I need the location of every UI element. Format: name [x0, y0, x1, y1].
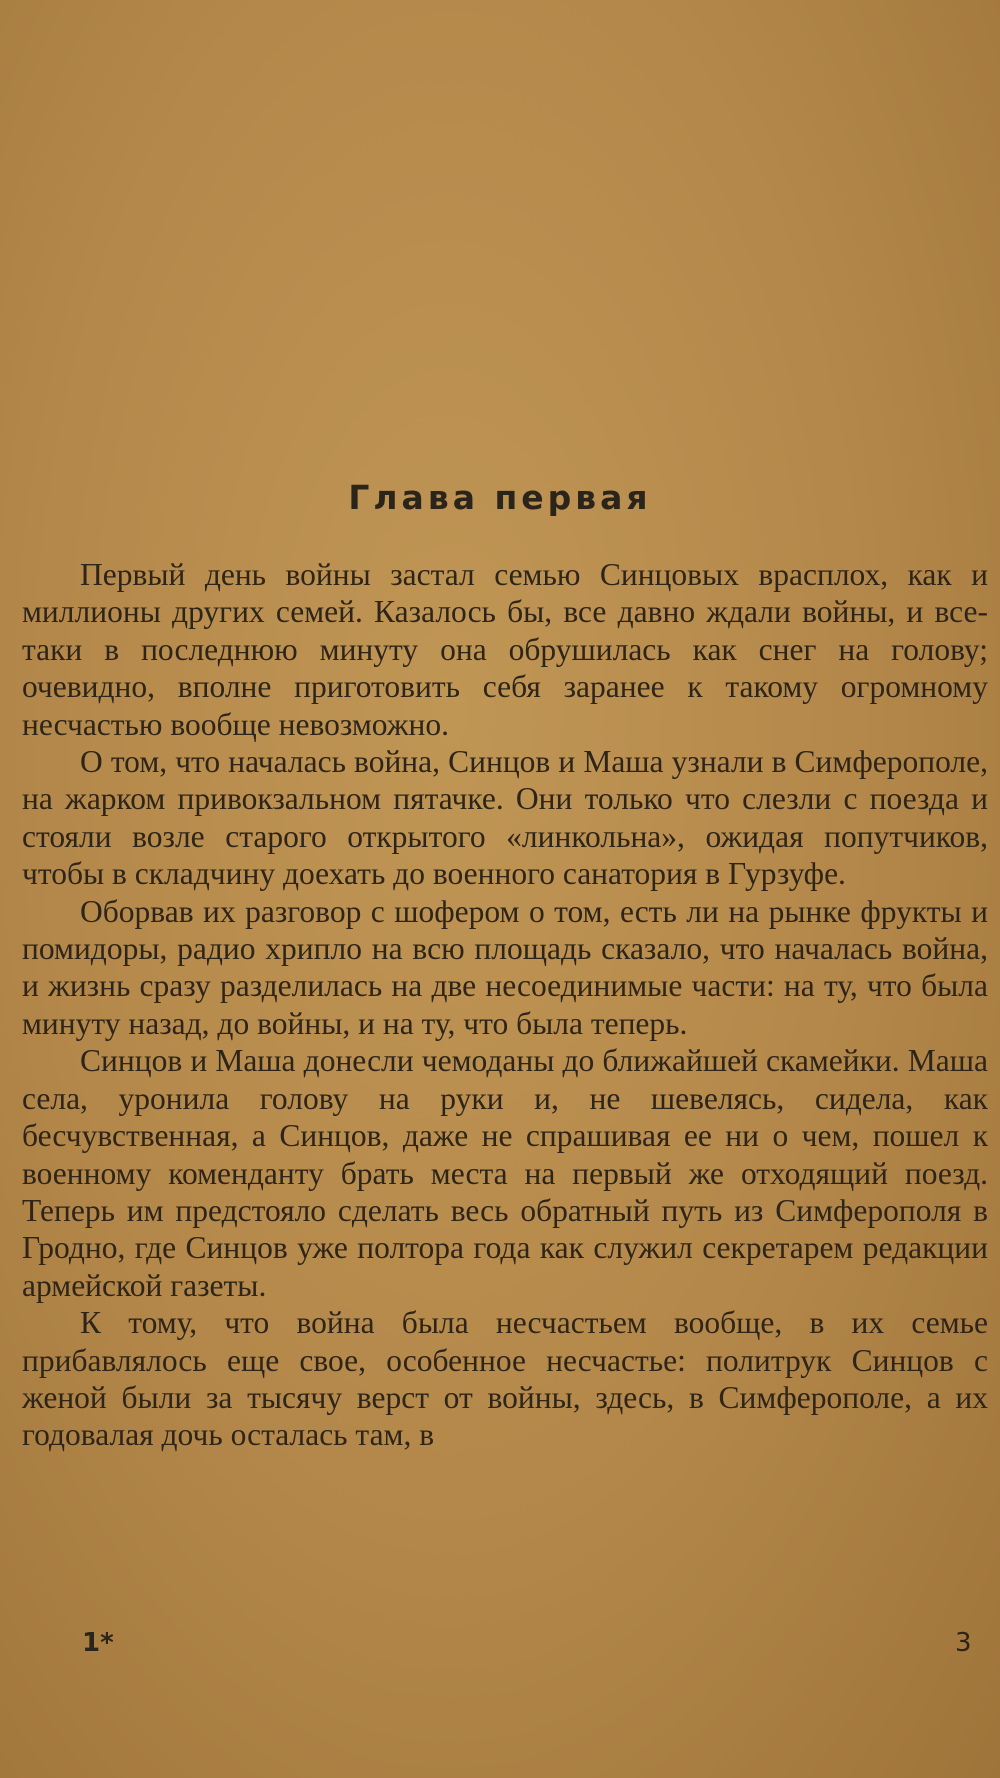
paragraph: Оборвав их разговор с шофером о том, есть ли на рынке фрукты и помидоры, радио хрипло на всю площадь сказало, что началась война, и жизнь сразу разделилась на две несоединимые части: на ту, что была минуту назад, до войны, и на ту, что была теперь.	[22, 893, 988, 1041]
paragraph: К тому, что война была несчастьем вообще, в их семье прибавлялось еще свое, особенное несчастье: политрук Синцов с женой были за тысячу верст от войны, здесь, в Симферополе, а их годовалая дочь осталась там, в	[22, 1305, 988, 1453]
paragraph: Первый день войны застал семью Синцовых врасплох, как и миллионы других семей. Казалось бы, все давно ждали войны, и все-таки в последнюю минуту она обрушилась как снег на голову; очевидно, вполне приготовить себя заранее к такому огромному несчастью вообще невозможно.	[22, 557, 988, 742]
page-number: 3	[955, 1628, 972, 1658]
paragraph: Синцов и Маша донесли чемоданы до ближайшей скамейки. Маша села, уронила голову на руки и, не шевелясь, сидела, как бесчувственная, а Синцов, даже не спрашивая ее ни о чем, пошел к военному коменданту брать места на первый же отходящий поезд. Теперь им предстояло сделать весь обратный путь из Симферополя в Гродно, где Синцов уже полтора года как служил секретарем редакции армейской газеты.	[22, 1043, 988, 1303]
chapter-body	[22, 556, 988, 1454]
paragraph: О том, что началась война, Синцов и Маша узнали в Симферополе, на жарком привокзальном пятачке. Они только что слезли с поезда и стояли возле старого открытого «линкольна», ожидая попутчиков, чтобы в складчину доехать до военного санатория в Гурзуфе.	[22, 744, 988, 892]
signature-mark: 1*	[82, 1628, 114, 1658]
chapter-title: Глава первая	[348, 478, 652, 517]
